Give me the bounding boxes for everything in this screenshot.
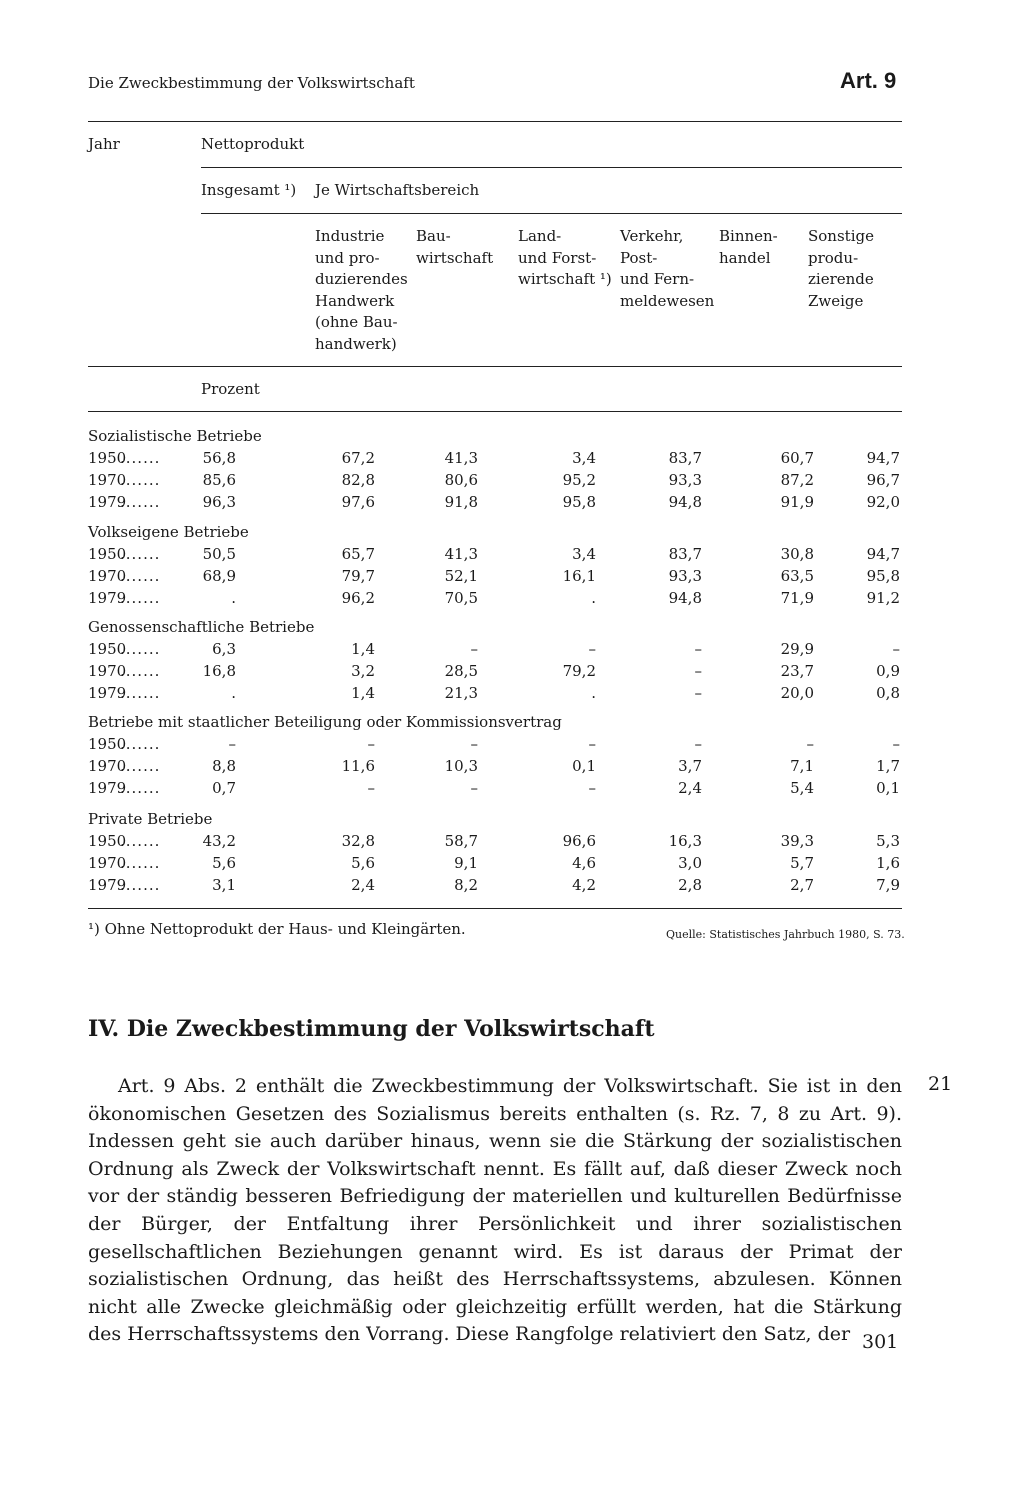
row-total: 0,7 xyxy=(212,779,236,797)
row-total: 6,3 xyxy=(212,640,236,658)
subhead-verkehr: Verkehr, Post- und Fern- meldewesen xyxy=(620,227,715,310)
cell-value: – xyxy=(367,735,375,753)
row-leader-dots: ....... xyxy=(120,779,161,797)
cell-value: 2,8 xyxy=(678,876,702,894)
cell-value: – xyxy=(367,779,375,797)
row-total: 68,9 xyxy=(202,567,236,585)
cell-value: – xyxy=(470,779,478,797)
cell-value: – xyxy=(892,640,900,658)
row-year: 1950 xyxy=(88,640,127,658)
row-leader-dots: ....... xyxy=(120,589,161,607)
table-row xyxy=(88,662,902,684)
table-row xyxy=(88,493,902,515)
subhead-landwirtschaft: Land- und Forst- wirtschaft ¹) xyxy=(518,227,612,288)
cell-value: – xyxy=(694,662,702,680)
col-insgesamt-header: Insgesamt ¹) xyxy=(201,181,297,199)
row-leader-dots: ....... xyxy=(120,493,161,511)
cell-value: 3,0 xyxy=(678,854,702,872)
cell-value: 1,6 xyxy=(876,854,900,872)
cell-value: – xyxy=(892,735,900,753)
cell-value: – xyxy=(694,640,702,658)
table-row xyxy=(88,589,902,611)
cell-value: 2,4 xyxy=(678,779,702,797)
table-bottom-rule xyxy=(88,908,902,909)
cell-value: 80,6 xyxy=(444,471,478,489)
cell-value: 16,1 xyxy=(562,567,596,585)
cell-value: 4,6 xyxy=(572,854,596,872)
cell-value: 83,7 xyxy=(668,545,702,563)
row-leader-dots: ....... xyxy=(120,640,161,658)
row-total: . xyxy=(231,684,236,702)
col-year-header: Jahr xyxy=(88,135,120,153)
cell-value: 2,4 xyxy=(351,876,375,894)
unit-label: Prozent xyxy=(201,380,260,398)
cell-value: 95,2 xyxy=(562,471,596,489)
article-number: Art. 9 xyxy=(840,68,897,93)
cell-value: 1,4 xyxy=(351,640,375,658)
cell-value: 91,2 xyxy=(866,589,900,607)
header-rule-2 xyxy=(201,213,902,214)
margin-number: 21 xyxy=(928,1073,953,1095)
table-row xyxy=(88,545,902,567)
row-total: 56,8 xyxy=(202,449,236,467)
row-total: . xyxy=(231,589,236,607)
table-row xyxy=(88,832,902,854)
cell-value: 52,1 xyxy=(444,567,478,585)
table-row xyxy=(88,567,902,589)
cell-value: 2,7 xyxy=(790,876,814,894)
cell-value: 65,7 xyxy=(341,545,375,563)
cell-value: 94,7 xyxy=(866,545,900,563)
row-leader-dots: ....... xyxy=(120,735,161,753)
row-year: 1970 xyxy=(88,567,127,585)
cell-value: 5,4 xyxy=(790,779,814,797)
cell-value: – xyxy=(470,640,478,658)
cell-value: – xyxy=(588,640,596,658)
row-total: – xyxy=(228,735,236,753)
cell-value: 32,8 xyxy=(341,832,375,850)
cell-value: – xyxy=(470,735,478,753)
cell-value: 3,4 xyxy=(572,545,596,563)
cell-value: 20,0 xyxy=(780,684,814,702)
cell-value: 93,3 xyxy=(668,567,702,585)
cell-value: 7,1 xyxy=(790,757,814,775)
subhead-bauwirtschaft: Bau- wirtschaft xyxy=(416,227,494,267)
cell-value: 3,2 xyxy=(351,662,375,680)
row-year: 1970 xyxy=(88,471,127,489)
cell-value: 39,3 xyxy=(780,832,814,850)
table-row xyxy=(88,735,902,757)
cell-value: 4,2 xyxy=(572,876,596,894)
subhead-industrie: Industrie und pro- duzierendes Handwerk (ohne Bau- handwerk) xyxy=(315,227,408,353)
row-year: 1950 xyxy=(88,832,127,850)
page-number: 301 xyxy=(862,1331,899,1353)
cell-value: 94,8 xyxy=(668,589,702,607)
row-year: 1970 xyxy=(88,757,127,775)
cell-value: – xyxy=(694,684,702,702)
row-leader-dots: ....... xyxy=(120,471,161,489)
cell-value: 8,2 xyxy=(454,876,478,894)
cell-value: 71,9 xyxy=(780,589,814,607)
cell-value: 1,4 xyxy=(351,684,375,702)
cell-value: 82,8 xyxy=(341,471,375,489)
row-year: 1970 xyxy=(88,662,127,680)
cell-value: 70,5 xyxy=(444,589,478,607)
table-row xyxy=(88,449,902,471)
row-year: 1979 xyxy=(88,589,127,607)
table-source: Quelle: Statistisches Jahrbuch 1980, S. 73. xyxy=(666,928,905,941)
header-rule-4 xyxy=(88,411,902,412)
row-leader-dots: ....... xyxy=(120,757,161,775)
running-title: Die Zweckbestimmung der Volkswirtschaft xyxy=(88,74,415,92)
cell-value: . xyxy=(591,684,596,702)
cell-value: – xyxy=(588,735,596,753)
row-year: 1979 xyxy=(88,684,127,702)
row-leader-dots: ....... xyxy=(120,684,161,702)
cell-value: 23,7 xyxy=(780,662,814,680)
cell-value: 79,2 xyxy=(562,662,596,680)
cell-value: 92,0 xyxy=(866,493,900,511)
table-row xyxy=(88,640,902,662)
cell-value: 5,7 xyxy=(790,854,814,872)
cell-value: 95,8 xyxy=(562,493,596,511)
row-total: 3,1 xyxy=(212,876,236,894)
header-rule-1 xyxy=(201,167,902,168)
col-netto-header: Nettoprodukt xyxy=(201,135,305,153)
row-total: 5,6 xyxy=(212,854,236,872)
cell-value: 41,3 xyxy=(444,449,478,467)
row-leader-dots: ....... xyxy=(120,876,161,894)
col-je-header: Je Wirtschaftsbereich xyxy=(315,181,480,199)
cell-value: 29,9 xyxy=(780,640,814,658)
group-label: Volkseigene Betriebe xyxy=(88,523,249,541)
table-row xyxy=(88,471,902,493)
row-total: 96,3 xyxy=(202,493,236,511)
cell-value: 1,7 xyxy=(876,757,900,775)
subhead-binnenhandel: Binnen- handel xyxy=(719,227,778,267)
cell-value: 95,8 xyxy=(866,567,900,585)
table-row xyxy=(88,779,902,801)
cell-value: 60,7 xyxy=(780,449,814,467)
cell-value: – xyxy=(588,779,596,797)
row-year: 1979 xyxy=(88,876,127,894)
group-label: Genossenschaftliche Betriebe xyxy=(88,618,315,636)
row-year: 1979 xyxy=(88,779,127,797)
cell-value: 3,4 xyxy=(572,449,596,467)
cell-value: 21,3 xyxy=(444,684,478,702)
cell-value: 91,9 xyxy=(780,493,814,511)
cell-value: 28,5 xyxy=(444,662,478,680)
cell-value: 63,5 xyxy=(780,567,814,585)
row-year: 1950 xyxy=(88,735,127,753)
cell-value: 94,7 xyxy=(866,449,900,467)
cell-value: 16,3 xyxy=(668,832,702,850)
row-total: 16,8 xyxy=(202,662,236,680)
cell-value: 96,6 xyxy=(562,832,596,850)
subhead-sonstige: Sonstige produ- zierende Zweige xyxy=(808,227,874,310)
cell-value: 0,1 xyxy=(572,757,596,775)
cell-value: 93,3 xyxy=(668,471,702,489)
table-row xyxy=(88,757,902,779)
row-total: 85,6 xyxy=(202,471,236,489)
cell-value: 96,7 xyxy=(866,471,900,489)
group-label: Sozialistische Betriebe xyxy=(88,427,262,445)
row-year: 1950 xyxy=(88,449,127,467)
cell-value: 30,8 xyxy=(780,545,814,563)
cell-value: 83,7 xyxy=(668,449,702,467)
cell-value: 3,7 xyxy=(678,757,702,775)
cell-value: 58,7 xyxy=(444,832,478,850)
row-total: 50,5 xyxy=(202,545,236,563)
header-rule-3 xyxy=(88,366,902,367)
cell-value: 67,2 xyxy=(341,449,375,467)
body-text xyxy=(88,1073,902,1349)
table-row xyxy=(88,684,902,706)
row-total: 43,2 xyxy=(202,832,236,850)
cell-value: – xyxy=(694,735,702,753)
cell-value: 10,3 xyxy=(444,757,478,775)
row-year: 1979 xyxy=(88,493,127,511)
row-total: 8,8 xyxy=(212,757,236,775)
cell-value: 5,6 xyxy=(351,854,375,872)
table-top-rule xyxy=(88,121,902,122)
row-leader-dots: ....... xyxy=(120,567,161,585)
cell-value: . xyxy=(591,589,596,607)
row-year: 1970 xyxy=(88,854,127,872)
row-leader-dots: ....... xyxy=(120,832,161,850)
row-leader-dots: ....... xyxy=(120,662,161,680)
cell-value: 9,1 xyxy=(454,854,478,872)
section-title: IV. Die Zweckbestimmung der Volkswirtschaft xyxy=(88,1016,655,1042)
cell-value: 0,1 xyxy=(876,779,900,797)
cell-value: 7,9 xyxy=(876,876,900,894)
table-footnote: ¹) Ohne Nettoprodukt der Haus- und Kleingärten. xyxy=(88,920,466,938)
row-leader-dots: ....... xyxy=(120,449,161,467)
table-row xyxy=(88,876,902,898)
row-leader-dots: ....... xyxy=(120,854,161,872)
row-leader-dots: ....... xyxy=(120,545,161,563)
cell-value: 5,3 xyxy=(876,832,900,850)
cell-value: 94,8 xyxy=(668,493,702,511)
row-year: 1950 xyxy=(88,545,127,563)
table-row xyxy=(88,854,902,876)
cell-value: 41,3 xyxy=(444,545,478,563)
cell-value: 87,2 xyxy=(780,471,814,489)
cell-value: 91,8 xyxy=(444,493,478,511)
group-label: Private Betriebe xyxy=(88,810,213,828)
cell-value: 79,7 xyxy=(341,567,375,585)
group-label: Betriebe mit staatlicher Beteiligung oder Kommissionsvertrag xyxy=(88,713,562,731)
cell-value: 96,2 xyxy=(341,589,375,607)
cell-value: 0,9 xyxy=(876,662,900,680)
cell-value: 97,6 xyxy=(341,493,375,511)
cell-value: – xyxy=(806,735,814,753)
cell-value: 11,6 xyxy=(341,757,375,775)
cell-value: 0,8 xyxy=(876,684,900,702)
body-paragraph: Art. 9 Abs. 2 enthält die Zweckbestimmung der Volkswirtschaft. Sie ist in den ökonomischen Gesetzen des Sozialismus bereits enthalten (s. Rz. 7, 8 zu Art. 9). Indessen geht sie auch darüber hinaus, wenn sie die Stärkung der sozialistischen Ordnung als Zweck der Volkswirtschaft nennt. Es fällt auf, daß dieser Zweck noch vor der ständig besseren Befriedigung der materiellen und kulturellen Bedürfnisse der Bürger, der Entfaltung ihrer Persönlichkeit und ihrer sozialistischen gesellschaftlichen Beziehungen genannt wird. Es ist daraus der Primat der sozialistischen Ordnung, das heißt des Herrschaftssystems, abzulesen. Können nicht alle Zwecke gleichmäßig oder gleichzeitig erfüllt werden, hat die Stärkung des Herrschaftssystems den Vorrang. Diese Rangfolge relativiert den Satz, der xyxy=(88,1075,902,1346)
